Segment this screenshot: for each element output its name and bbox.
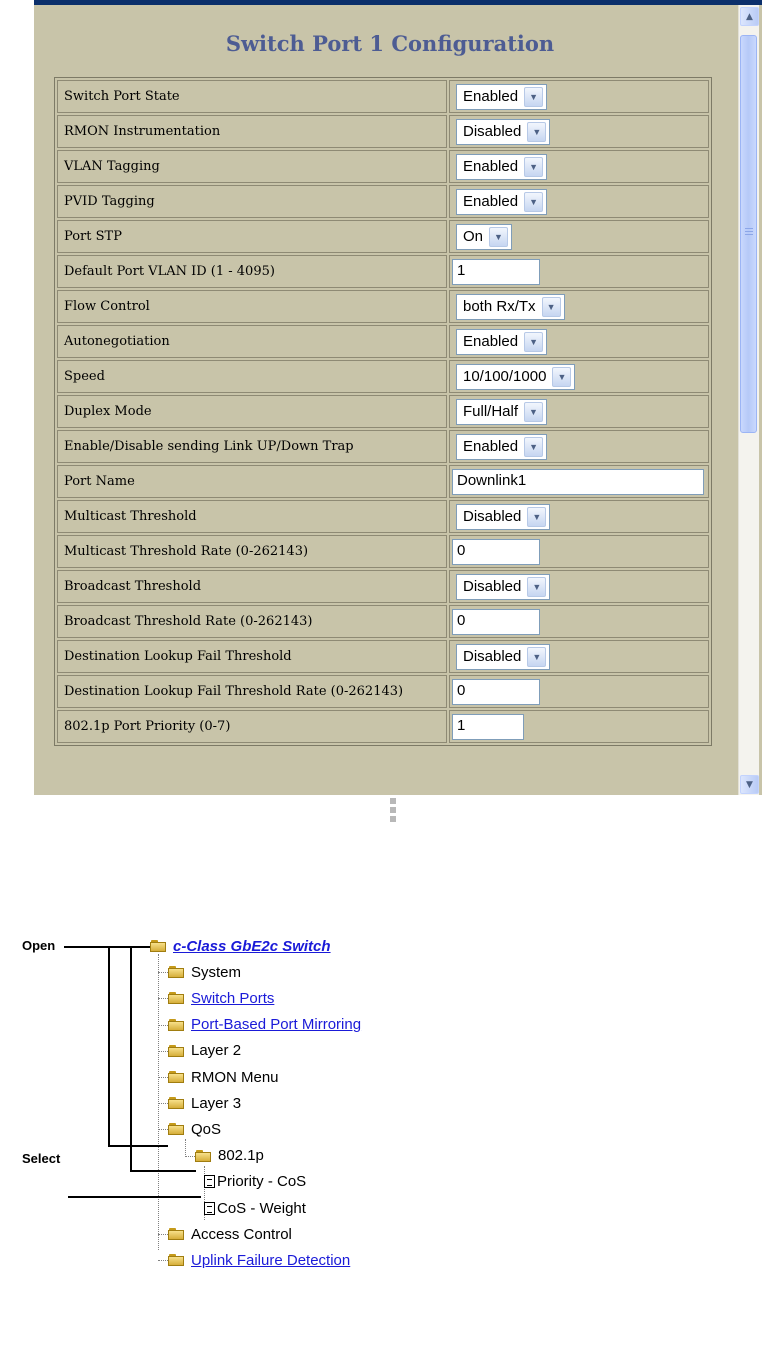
config-row: [57, 255, 709, 288]
config-control-cell: [449, 710, 709, 743]
folder-body: [168, 994, 184, 1004]
config-select[interactable]: [456, 329, 547, 355]
config-row: [57, 290, 709, 323]
config-text-input[interactable]: 0: [452, 539, 540, 565]
folder-icon: [168, 1228, 184, 1240]
config-select[interactable]: [456, 294, 565, 320]
config-row: [57, 465, 709, 498]
tree-item[interactable]: [168, 1250, 350, 1270]
folder-icon: [168, 1019, 184, 1031]
callout-line: [68, 1196, 201, 1198]
config-select[interactable]: [456, 84, 547, 110]
config-row: [57, 500, 709, 533]
config-control-cell: [449, 570, 709, 603]
config-label: Port STP: [57, 220, 447, 253]
tree-item[interactable]: [168, 1067, 279, 1087]
config-text-input[interactable]: 1: [452, 259, 540, 285]
select-value: 10/100/1000: [463, 368, 547, 385]
continuation-ellipsis: [390, 798, 398, 825]
tree-connector: [158, 1260, 168, 1261]
folder-icon: [168, 1254, 184, 1266]
config-window: [34, 0, 762, 795]
chevron-down-icon[interactable]: ▼: [489, 227, 508, 247]
config-label: Speed: [57, 360, 447, 393]
config-label: 802.1p Port Priority (0-7): [57, 710, 447, 743]
chevron-down-icon[interactable]: ▼: [527, 122, 546, 142]
tree-root[interactable]: [150, 936, 331, 956]
config-row: [57, 325, 709, 358]
tree-connector: [158, 972, 168, 973]
tree-item-label: Priority - CoS: [217, 1173, 307, 1191]
chevron-down-icon[interactable]: ▼: [524, 87, 543, 107]
folder-body: [168, 1073, 184, 1083]
config-text-input[interactable]: 1: [452, 714, 524, 740]
tree-item[interactable]: [168, 1093, 241, 1113]
config-row: [57, 640, 709, 673]
tree-item[interactable]: [204, 1198, 306, 1218]
config-label: Destination Lookup Fail Threshold: [57, 640, 447, 673]
config-row: [57, 80, 709, 113]
config-control-cell: [449, 500, 709, 533]
folder-body: [168, 1230, 184, 1240]
config-control-cell: [449, 115, 709, 148]
config-control-cell: [449, 675, 709, 708]
config-control-cell: [449, 255, 709, 288]
tree-item[interactable]: [168, 962, 241, 982]
tree-item[interactable]: [168, 1224, 292, 1244]
select-value: On: [463, 228, 484, 245]
chevron-down-icon[interactable]: ▼: [542, 297, 561, 317]
folder-body: [168, 1099, 184, 1109]
tree-item-label: 802.1p: [218, 1147, 264, 1165]
folder-body: [150, 942, 166, 952]
tree-item[interactable]: [168, 988, 274, 1008]
config-row: [57, 430, 709, 463]
config-control-cell: [449, 185, 709, 218]
config-select[interactable]: [456, 504, 550, 530]
folder-icon: [168, 1071, 184, 1083]
config-label: RMON Instrumentation: [57, 115, 447, 148]
config-control-cell: [449, 465, 709, 498]
config-row: [57, 605, 709, 638]
config-control-cell: [449, 395, 709, 428]
config-control-cell: [449, 325, 709, 358]
tree-connector: [158, 1103, 168, 1104]
folder-body: [195, 1152, 211, 1162]
callout-line: [108, 946, 110, 1147]
open-folder-icon: [168, 1123, 184, 1135]
config-control-cell: [449, 605, 709, 638]
config-row: [57, 360, 709, 393]
tree-item[interactable]: [168, 1119, 221, 1139]
callout-line: [108, 1145, 168, 1147]
config-control-cell: [449, 150, 709, 183]
chevron-down-icon[interactable]: ▼: [524, 157, 543, 177]
tree-item-label: RMON Menu: [191, 1068, 279, 1086]
chevron-down-icon[interactable]: ▼: [527, 577, 546, 597]
chevron-down-icon[interactable]: ▼: [524, 332, 543, 352]
chevron-down-icon[interactable]: ▼: [527, 507, 546, 527]
tree-connector: [185, 1156, 195, 1157]
config-label: Destination Lookup Fail Threshold Rate (0-262143): [57, 675, 447, 708]
tree-item-label: System: [191, 963, 242, 981]
config-label: Multicast Threshold: [57, 500, 447, 533]
select-value: Enabled: [463, 333, 519, 350]
open-folder-icon: [150, 940, 166, 952]
config-label: Default Port VLAN ID (1 - 4095): [57, 255, 447, 288]
tree-item[interactable]: [195, 1146, 264, 1166]
config-label: Multicast Threshold Rate (0-262143): [57, 535, 447, 568]
config-text-input[interactable]: 0: [452, 609, 540, 635]
config-row: [57, 220, 709, 253]
config-control-cell: [449, 640, 709, 673]
select-value: Enabled: [463, 88, 519, 105]
tree-item-label: Layer 3: [191, 1094, 242, 1112]
tree-connector: [158, 1077, 168, 1078]
config-control-cell: [449, 80, 709, 113]
callout-select: Select: [22, 1151, 61, 1166]
document-icon: [204, 1175, 215, 1188]
tree-item-label: QoS: [191, 1120, 222, 1138]
page-title: Switch Port 1 Configuration: [225, 31, 555, 56]
folder-body: [168, 1047, 184, 1057]
config-label: Autonegotiation: [57, 325, 447, 358]
tree-item-label: CoS - Weight: [217, 1199, 306, 1217]
tree-item[interactable]: [204, 1172, 306, 1192]
config-text-input[interactable]: 0: [452, 679, 540, 705]
folder-icon: [168, 1097, 184, 1109]
config-label: Broadcast Threshold Rate (0-262143): [57, 605, 447, 638]
grip-line: [745, 231, 753, 232]
chevron-down-icon[interactable]: ▼: [552, 367, 571, 387]
scroll-down-button[interactable]: ▼: [740, 775, 759, 794]
config-control-cell: [449, 535, 709, 568]
tree-item-label: Access Control: [191, 1225, 292, 1243]
tree-item-label[interactable]: Switch Ports: [191, 989, 275, 1007]
config-label: Enable/Disable sending Link UP/Down Trap: [57, 430, 447, 463]
config-control-cell: [449, 430, 709, 463]
config-control-cell: [449, 220, 709, 253]
config-text-input[interactable]: Downlink1: [452, 469, 704, 495]
tree-item[interactable]: [168, 1041, 241, 1061]
select-value: Full/Half: [463, 403, 519, 420]
config-row: [57, 395, 709, 428]
vertical-scrollbar[interactable]: [738, 5, 759, 795]
config-select[interactable]: [456, 574, 550, 600]
config-select[interactable]: [456, 119, 550, 145]
config-row: [57, 150, 709, 183]
grip-line: [745, 228, 753, 229]
chevron-down-icon[interactable]: ▼: [524, 437, 543, 457]
config-label: Broadcast Threshold: [57, 570, 447, 603]
grip-line: [745, 234, 753, 235]
config-select[interactable]: [456, 224, 512, 250]
select-value: Disabled: [463, 578, 522, 595]
chevron-down-icon[interactable]: ▼: [524, 192, 543, 212]
open-folder-icon: [168, 992, 184, 1004]
callout-line: [64, 946, 150, 948]
scroll-thumb[interactable]: [740, 35, 757, 433]
navigation-tree: [0, 900, 774, 1340]
config-control-cell: [449, 360, 709, 393]
tree-connector: [158, 1025, 168, 1026]
folder-icon: [168, 1045, 184, 1057]
select-value: Disabled: [463, 508, 522, 525]
config-row: [57, 535, 709, 568]
config-row: [57, 570, 709, 603]
config-label: PVID Tagging: [57, 185, 447, 218]
folder-body: [168, 1125, 184, 1135]
config-label: Duplex Mode: [57, 395, 447, 428]
select-value: both Rx/Tx: [463, 298, 536, 315]
document-icon: [204, 1202, 215, 1215]
config-label: Flow Control: [57, 290, 447, 323]
config-select[interactable]: [456, 189, 547, 215]
select-value: Enabled: [463, 193, 519, 210]
config-label: Switch Port State: [57, 80, 447, 113]
config-row: [57, 675, 709, 708]
config-select[interactable]: [456, 434, 547, 460]
select-value: Enabled: [463, 438, 519, 455]
chevron-down-icon[interactable]: ▼: [524, 402, 543, 422]
callout-open: Open: [22, 938, 56, 953]
config-row: [57, 710, 709, 743]
select-value: Disabled: [463, 648, 522, 665]
callout-line: [130, 946, 132, 1171]
tree-connector: [158, 998, 168, 999]
tree-item-label: Layer 2: [191, 1042, 242, 1060]
config-select[interactable]: [456, 399, 547, 425]
config-select[interactable]: [456, 644, 550, 670]
tree-item[interactable]: [168, 1015, 361, 1035]
folder-body: [168, 1256, 184, 1266]
config-label: Port Name: [57, 465, 447, 498]
select-value: Enabled: [463, 158, 519, 175]
folder-body: [168, 968, 184, 978]
tree-root-link[interactable]: c-Class GbE2c Switch: [173, 937, 331, 955]
folder-body: [168, 1021, 184, 1031]
config-row: [57, 115, 709, 148]
config-label: VLAN Tagging: [57, 150, 447, 183]
config-select[interactable]: [456, 364, 575, 390]
tree-connector: [158, 1051, 168, 1052]
tree-connector: [158, 1234, 168, 1235]
tree-item-label[interactable]: Port-Based Port Mirroring: [191, 1016, 362, 1034]
open-folder-icon: [195, 1150, 211, 1162]
select-value: Disabled: [463, 123, 522, 140]
callout-line: [130, 1170, 196, 1172]
config-select[interactable]: [456, 154, 547, 180]
config-row: [57, 185, 709, 218]
tree-connector: [158, 1129, 168, 1130]
config-table: [54, 77, 712, 746]
chevron-down-icon[interactable]: ▼: [527, 647, 546, 667]
folder-icon: [168, 966, 184, 978]
tree-item-label[interactable]: Uplink Failure Detection: [191, 1251, 351, 1269]
scroll-up-button[interactable]: ▲: [740, 7, 759, 26]
config-control-cell: [449, 290, 709, 323]
